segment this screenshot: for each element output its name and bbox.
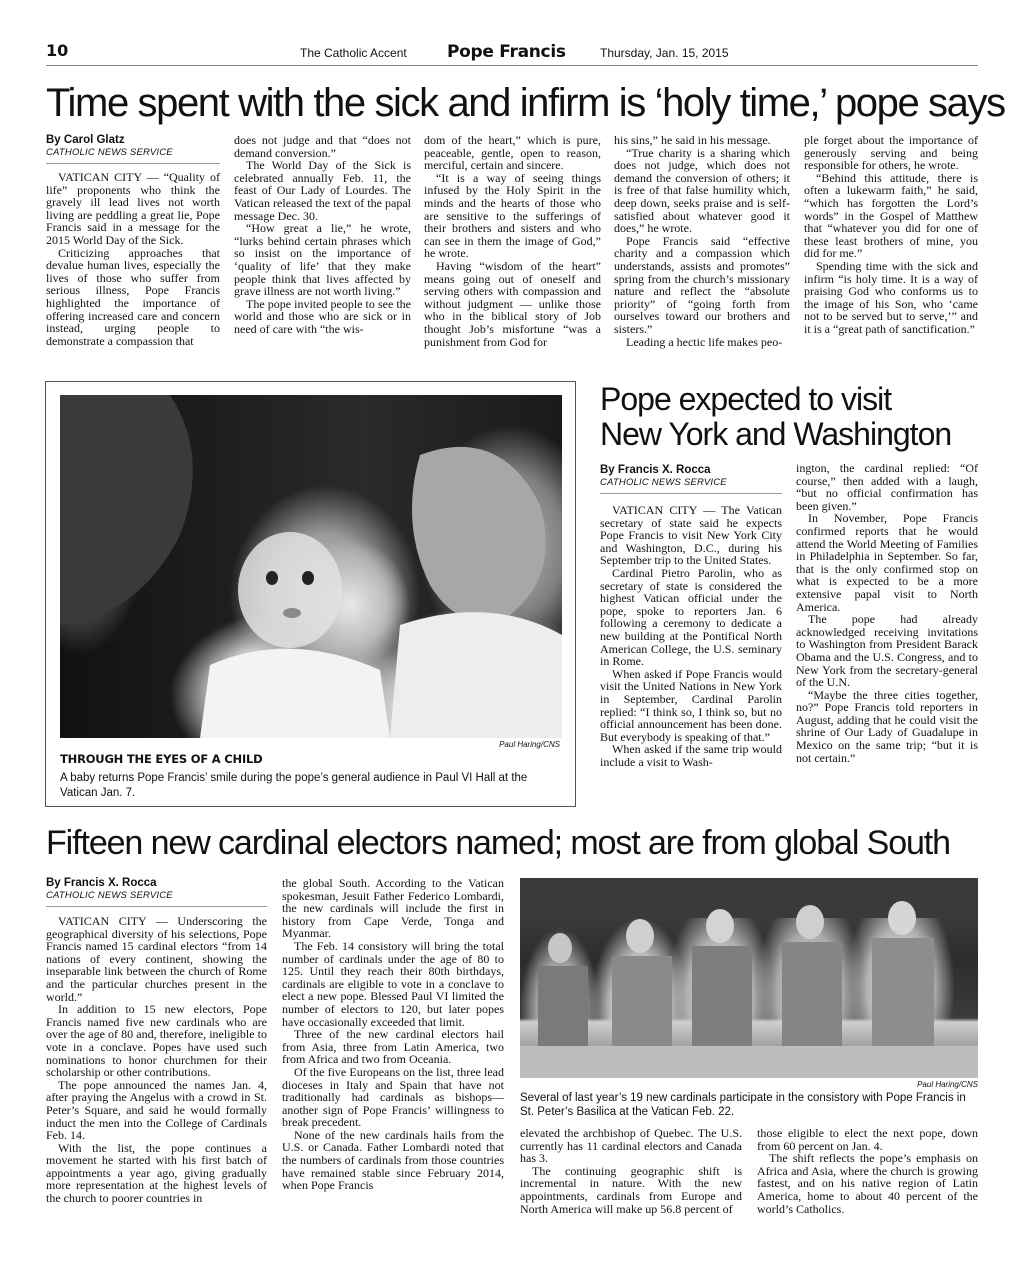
story1-col2 bbox=[234, 134, 411, 336]
paragraph: elevated the archbishop of Quebec. The U.S. currently has 11 cardinal electors and Canada has 3. bbox=[520, 1126, 742, 1166]
story3-col2 bbox=[282, 877, 504, 1192]
photo-illustration bbox=[520, 878, 978, 1078]
paragraph: With the list, the pope continues a movement he started with his first batch of appointments a year ago, giving gradually more representation at the highest levels of the church to poorer countries in bbox=[46, 1140, 267, 1206]
paragraph: ington, the cardinal replied: “Of course,” then added with a laugh, “but no official confirmation has been given.” bbox=[796, 461, 978, 513]
paper-name: The Catholic Accent bbox=[300, 46, 407, 60]
story1-col4 bbox=[614, 134, 790, 348]
paragraph: the global South. According to the Vatican spokesman, Jesuit Father Federico Lombardi, the new cardinals will include the first in history from Cape Verde, Tonga and Myanmar. bbox=[282, 876, 504, 941]
paragraph: The pope had already acknowledged receiving invitations to Washington from President Barack Obama and the U.S. Congress, and to New York from the secretary-general of the U.N. bbox=[796, 612, 978, 690]
issue-date: Thursday, Jan. 15, 2015 bbox=[600, 46, 729, 60]
paragraph: The continuing geographic shift is incremental in nature. With the new appointments, cardinals from Europe and North America will make up 56.8 percent of bbox=[520, 1163, 742, 1216]
paragraph: The pope invited people to see the world and those who are sick or in need of care with “the wis- bbox=[234, 296, 411, 336]
paragraph: Three of the new cardinal electors hail from Asia, three from Latin America, two from Africa and two from Oceania. bbox=[282, 1027, 504, 1067]
cardinals-consistory-photo bbox=[520, 878, 978, 1078]
byline-rule bbox=[46, 906, 267, 907]
paragraph: Leading a hectic life makes peo- bbox=[626, 334, 783, 349]
paragraph: “It is a way of seeing things infused by the Holy Spirit in the minds and the hearts of those who are sensitive to the sufferings of their brothers and sisters and who can see in them the image of God,” he wrote. bbox=[424, 170, 601, 261]
story3-col3 bbox=[520, 1127, 742, 1215]
photo1-credit: Paul Haring/CNS bbox=[499, 740, 560, 749]
paragraph: his sins,” he said in his message. bbox=[614, 133, 771, 147]
photo1-cutline: A baby returns Pope Francis’ smile during the pope’s general audience in Paul VI Hall at the Vatican Jan. 7. bbox=[60, 772, 528, 799]
paragraph: Cardinal Pietro Parolin, who as secretary of state is considered the highest Vatican official under the pope, spoke to reporters Jan. 6 following a ceremony to dedicate a new building at the Pontifical North American College, the U.S. seminary in Rome. bbox=[600, 565, 782, 669]
paragraph: “True charity is a sharing which does not judge, which does not demand the conversion of others; it is free of that false humility which, deep down, seeks praise and is self-satisfied about whatever good it does,” he wrote. bbox=[614, 145, 790, 236]
paragraph: When asked if Pope Francis would visit the United Nations in New York in September, Cardinal Parolin replied: “I think so, I think so, but no official announcement has been done. But everybody is speaking of that.” bbox=[600, 666, 782, 744]
story3-col1 bbox=[46, 877, 267, 1205]
paragraph: VATICAN CITY — “Quality of life” proponents who think the gravely ill lead lives not worth living are peddling a great lie, Pope Francis said in a message for the 2015 World Day of the Sick. bbox=[46, 170, 220, 247]
story2-byline: By Francis X. Rocca bbox=[600, 464, 711, 476]
story2-headline-line2: New York and Washington bbox=[600, 416, 952, 452]
pope-baby-photo bbox=[60, 395, 562, 738]
story1-service: CATHOLIC NEWS SERVICE bbox=[46, 147, 173, 158]
paragraph: In November, Pope Francis confirmed reports that he would attend the World Meeting of Families in Philadelphia in September. So far, that is the only confirmed stop on what is expected to be a more extensive papal visit to North America. bbox=[796, 511, 978, 614]
story1-col1-text bbox=[46, 171, 220, 347]
story2-col1 bbox=[600, 464, 782, 768]
page-number: 10 bbox=[46, 41, 69, 60]
paragraph: VATICAN CITY — Underscoring the geographical diversity of his selections, Pope Francis named 15 cardinal electors “from 14 nations of every continent, showing the inseparable link between the church of Rome and the particular churches present in the world.” bbox=[46, 914, 267, 1004]
paragraph: those eligible to elect the next pope, down from 60 percent on Jan. 4. bbox=[757, 1126, 978, 1153]
story2-col2 bbox=[796, 462, 978, 764]
story1-col3 bbox=[424, 134, 601, 348]
photo2-credit: Paul Haring/CNS bbox=[917, 1080, 978, 1089]
story1-headline: Time spent with the sick and infirm is ‘holy time,’ pope says bbox=[46, 81, 1005, 125]
story2-headline-line1: Pope expected to visit bbox=[600, 381, 892, 417]
paragraph: The pope announced the names Jan. 4, after praying the Angelus with a crowd in St. Peter’s Square, and said he would formally induct the men into the College of Cardinals Feb. 14. bbox=[46, 1077, 267, 1143]
paragraph: dom of the heart,” which is pure, peaceable, gentle, open to reason, merciful, certain and sincere. bbox=[424, 133, 601, 173]
story3-col1-text bbox=[46, 915, 267, 1205]
story3-headline: Fifteen new cardinal electors named; most are from global South bbox=[46, 824, 950, 862]
story1-byline: By Carol Glatz bbox=[46, 134, 125, 146]
photo-illustration bbox=[60, 395, 562, 738]
folio-rule bbox=[46, 65, 978, 66]
story1-col5 bbox=[804, 134, 978, 336]
photo1-cutline-title: THROUGH THE EYES OF A CHILD bbox=[60, 752, 263, 766]
story3-byline: By Francis X. Rocca bbox=[46, 877, 157, 889]
paragraph: “Behind this attitude, there is often a lukewarm faith,” he said, “which has forgotten the Lord’s words” in the Gospel of Matthew that “whatever you did for one of these least brothers of mine, you did for me.” bbox=[804, 170, 978, 261]
paragraph: The shift reflects the pope’s emphasis on Africa and Asia, where the church is growing fastest, and on his native region of Latin America, home to about 40 percent of the world’s Catholics. bbox=[757, 1151, 978, 1216]
paragraph: VATICAN CITY — The Vatican secretary of state said he expects Pope Francis to visit New York City and Washington, D.C., during his September trip to the United States. bbox=[600, 503, 782, 568]
story2-service: CATHOLIC NEWS SERVICE bbox=[600, 477, 727, 488]
paragraph: Criticizing approaches that devalue human lives, especially the lives of those who suffer from serious illness, Pope Francis highlighted the importance of offering increased care and concern instead, urging people to demonstrate a compassion that bbox=[46, 245, 220, 348]
story2-col1-text bbox=[600, 504, 782, 768]
paragraph: “Maybe the three cities together, no?” Pope Francis told reporters in August, adding that he could visit the shrine of Our Lady of Guadalupe in Mexico on the same trip; “but it is not certain.” bbox=[796, 687, 978, 765]
paragraph: The Feb. 14 consistory will bring the total number of cardinals under the age of 80 to 125. Until they reach their 80th birthdays, cardinals are eligible to vote in a conclave to elect a new pope. Blessed Paul VI limited the number of electors to 120, but later popes have occasionally exceeded that limit. bbox=[282, 938, 504, 1029]
paragraph: In addition to 15 new electors, Pope Francis named five new cardinals who are over the age of 80 and, therefore, ineligible to vote in a conclave. Popes have used such nominations to honor churchmen for their scholarship or other contributions. bbox=[46, 1002, 267, 1080]
paragraph: Pope Francis said “effective charity and a compassion which understands, assists and promotes” spring from the church’s missionary nature and reflect the “absolute priority” of “going forth from ourselves toward our brothers and sisters.” bbox=[614, 233, 790, 336]
section-title: Pope Francis bbox=[447, 42, 566, 62]
paragraph: Having “wisdom of the heart” means going out of oneself and serving others with compassion and without judgment — unlike those who in the biblical story of Job thought Job’s misfortune “was a punishment from God for bbox=[424, 258, 601, 349]
story2-headline bbox=[600, 382, 951, 452]
story3-col4 bbox=[757, 1127, 978, 1215]
story1-col1 bbox=[46, 134, 220, 347]
paragraph: does not judge and that “does not demand conversion.” bbox=[234, 133, 411, 160]
paragraph: ple forget about the importance of generously serving and being responsible for others, he wrote. bbox=[804, 133, 978, 173]
paragraph: None of the new cardinals hails from the U.S. or Canada. Father Lombardi noted that the numbers of cardinals from those countries have remained stable since February 2014, when Pope Francis bbox=[282, 1127, 504, 1193]
paragraph: Spending time with the sick and infirm “is holy time. It is a way of praising God who conforms us to the image of his Son, who ‘came not to be served but to serve,’” and it is a “great path of sanctification.” bbox=[804, 258, 978, 336]
paragraph: When asked if the same trip would include a visit to Wash- bbox=[600, 742, 782, 769]
paragraph: “How great a lie,” he wrote, “lurks behind certain phrases which so insist on the importance of ‘quality of life’ that they make people think that lives affected by grave illness are not worth living.” bbox=[234, 221, 411, 299]
byline-rule bbox=[600, 493, 782, 494]
story3-service: CATHOLIC NEWS SERVICE bbox=[46, 890, 173, 901]
paragraph: Of the five Europeans on the list, three lead dioceses in Italy and Spain that have not traditionally had cardinals as bishops— another sign of Pope Francis’ willingness to break precedent. bbox=[282, 1064, 504, 1130]
photo2-cutline: Several of last year’s 19 new cardinals participate in the consistory with Pope Francis in St. Peter’s Basilica at the Vatican Feb. 22. bbox=[520, 1092, 966, 1118]
byline-rule bbox=[46, 163, 220, 164]
paragraph: The World Day of the Sick is celebrated annually Feb. 11, the feast of Our Lady of Lourdes. The Vatican released the text of the papal message Dec. 30. bbox=[234, 158, 411, 223]
